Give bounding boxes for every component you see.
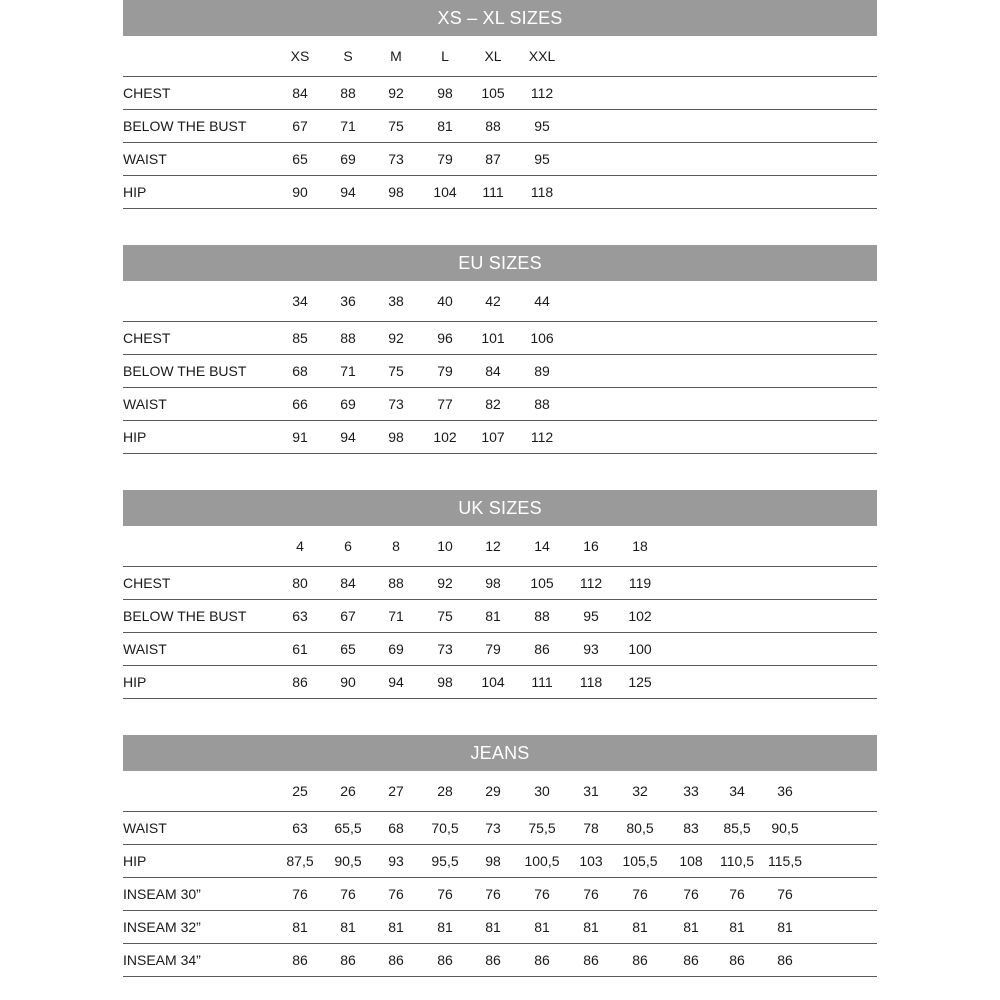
table-cell: 95,5 [431,853,459,869]
table-cell: 88 [340,330,356,346]
table-cell: 81 [340,919,356,935]
table-cell: 90,5 [334,853,362,869]
size-label: 31 [583,783,599,799]
table-cell: 96 [437,330,453,346]
table-row-inseam-32 [123,911,877,944]
table-cell: 86 [777,952,793,968]
table-cell: 111 [482,184,504,200]
table-cell: 77 [437,396,453,412]
size-label: 26 [340,783,356,799]
table-cell: 98 [437,674,453,690]
section-title-eu: EU SIZES [123,245,877,281]
size-header-row [123,36,877,77]
table-cell: 102 [433,429,457,445]
size-table-eu [123,245,877,454]
table-cell: 86 [292,952,308,968]
size-label: 4 [296,538,304,554]
table-cell: 86 [292,674,308,690]
table-cell: 94 [340,429,356,445]
table-cell: 118 [579,674,603,690]
table-cell: 81 [683,919,699,935]
table-cell: 80,5 [626,820,654,836]
table-row-chest [123,77,877,110]
size-label: XXL [528,48,556,64]
table-cell: 89 [534,363,550,379]
table-cell: 103 [579,853,603,869]
table-cell: 88 [534,396,550,412]
table-cell: 75 [437,608,453,624]
table-cell: 92 [388,85,404,101]
table-cell: 61 [292,641,308,657]
row-label: INSEAM 34” [123,952,201,968]
size-label: 30 [534,783,550,799]
table-cell: 88 [340,85,356,101]
row-label: WAIST [123,820,167,836]
table-cell: 76 [292,886,308,902]
table-cell: 80 [292,575,308,591]
table-cell: 104 [433,184,457,200]
size-table-xs-xl [123,0,877,209]
table-cell: 108 [679,853,703,869]
table-cell: 81 [777,919,793,935]
table-cell: 76 [729,886,745,902]
table-row-waist [123,388,877,421]
table-cell: 90,5 [771,820,799,836]
table-cell: 125 [628,674,652,690]
table-cell: 98 [388,429,404,445]
table-cell: 87,5 [286,853,314,869]
table-cell: 88 [388,575,404,591]
table-cell: 76 [340,886,356,902]
row-label: INSEAM 32” [123,919,201,935]
size-label: 40 [437,293,453,309]
table-cell: 63 [292,820,308,836]
size-label: 33 [683,783,699,799]
table-cell: 67 [292,118,308,134]
size-label: L [441,48,449,64]
table-cell: 86 [388,952,404,968]
size-table-jeans [123,735,877,977]
size-label: XS [290,48,310,64]
table-cell: 98 [485,575,501,591]
size-label: XL [484,48,502,64]
table-cell: 119 [628,575,652,591]
size-label: 38 [388,293,404,309]
table-cell: 73 [485,820,501,836]
table-cell: 111 [531,674,553,690]
table-cell: 84 [340,575,356,591]
table-row-waist [123,633,877,666]
table-cell: 98 [485,853,501,869]
table-cell: 88 [534,608,550,624]
table-cell: 87 [485,151,501,167]
table-cell: 71 [388,608,404,624]
section-title-xs-xl: XS – XL SIZES [123,0,877,36]
size-label: 10 [437,538,453,554]
table-cell: 76 [437,886,453,902]
row-label: BELOW THE BUST [123,118,247,134]
table-cell: 81 [388,919,404,935]
table-cell: 81 [729,919,745,935]
table-cell: 68 [388,820,404,836]
table-cell: 81 [485,608,501,624]
row-label: CHEST [123,85,171,101]
section-title-jeans: JEANS [123,735,877,771]
size-label: 8 [392,538,400,554]
table-cell: 93 [388,853,404,869]
size-label: 29 [485,783,501,799]
table-cell: 75,5 [528,820,556,836]
table-cell: 90 [340,674,356,690]
row-label: WAIST [123,396,167,412]
size-header-row [123,526,877,567]
size-label: 42 [485,293,501,309]
table-cell: 81 [437,118,453,134]
row-label: HIP [123,674,147,690]
table-cell: 105,5 [622,853,658,869]
table-cell: 101 [481,330,505,346]
table-cell: 93 [583,641,599,657]
table-cell: 81 [437,919,453,935]
table-cell: 79 [485,641,501,657]
row-label: WAIST [123,151,167,167]
table-cell: 86 [729,952,745,968]
table-row-chest [123,567,877,600]
table-cell: 79 [437,151,453,167]
table-cell: 98 [437,85,453,101]
size-label: M [390,48,402,64]
row-label: CHEST [123,575,171,591]
table-cell: 84 [485,363,501,379]
size-label: 34 [292,293,308,309]
table-cell: 76 [485,886,501,902]
table-cell: 65,5 [334,820,362,836]
table-cell: 105 [530,575,554,591]
row-label: BELOW THE BUST [123,363,247,379]
table-cell: 76 [777,886,793,902]
table-cell: 66 [292,396,308,412]
table-cell: 63 [292,608,308,624]
size-label: 44 [534,293,550,309]
table-row-hip [123,421,877,454]
row-label: WAIST [123,641,167,657]
table-cell: 79 [437,363,453,379]
table-cell: 73 [388,396,404,412]
table-cell: 86 [340,952,356,968]
table-cell: 65 [292,151,308,167]
table-cell: 81 [583,919,599,935]
table-cell: 76 [388,886,404,902]
table-row-inseam-30 [123,878,877,911]
table-cell: 88 [485,118,501,134]
table-row-chest [123,322,877,355]
table-cell: 104 [481,674,505,690]
size-label: 25 [292,783,308,799]
table-cell: 115,5 [768,853,802,869]
table-cell: 102 [628,608,652,624]
size-label: 14 [534,538,550,554]
size-label: 36 [340,293,356,309]
table-cell: 83 [683,820,699,836]
table-row-inseam-34 [123,944,877,977]
size-label: 12 [485,538,501,554]
table-cell: 95 [534,118,550,134]
section-title-uk: UK SIZES [123,490,877,526]
row-label: CHEST [123,330,171,346]
table-cell: 76 [534,886,550,902]
table-cell: 100,5 [524,853,560,869]
table-cell: 71 [340,118,356,134]
table-cell: 95 [583,608,599,624]
table-cell: 86 [683,952,699,968]
table-cell: 85 [292,330,308,346]
table-cell: 82 [485,396,501,412]
table-cell: 91 [292,429,308,445]
size-header-row [123,281,877,322]
table-row-hip [123,176,877,209]
table-cell: 95 [534,151,550,167]
size-table-uk [123,490,877,699]
table-cell: 110,5 [720,853,754,869]
table-cell: 84 [292,85,308,101]
table-cell: 68 [292,363,308,379]
table-cell: 76 [583,886,599,902]
table-cell: 86 [485,952,501,968]
table-row-waist [123,143,877,176]
table-cell: 85,5 [723,820,751,836]
table-row-hip [123,666,877,699]
table-cell: 71 [340,363,356,379]
table-cell: 105 [481,85,505,101]
table-cell: 81 [292,919,308,935]
table-row-below-the-bust [123,110,877,143]
table-cell: 86 [583,952,599,968]
table-cell: 118 [530,184,554,200]
table-cell: 106 [530,330,554,346]
table-cell: 69 [340,396,356,412]
table-cell: 81 [534,919,550,935]
table-cell: 112 [579,575,603,591]
size-label: 18 [632,538,648,554]
size-label: 27 [388,783,404,799]
table-cell: 86 [534,952,550,968]
size-label: 32 [632,783,648,799]
table-cell: 94 [388,674,404,690]
table-cell: 75 [388,118,404,134]
table-cell: 100 [628,641,652,657]
table-cell: 92 [437,575,453,591]
table-row-waist [123,812,877,845]
table-row-below-the-bust [123,355,877,388]
table-cell: 69 [340,151,356,167]
table-cell: 86 [437,952,453,968]
table-cell: 73 [388,151,404,167]
table-cell: 112 [530,429,554,445]
table-cell: 98 [388,184,404,200]
size-label: 16 [583,538,599,554]
row-label: HIP [123,429,147,445]
row-label: INSEAM 30” [123,886,201,902]
table-cell: 107 [481,429,505,445]
row-label: BELOW THE BUST [123,608,247,624]
size-label: S [343,48,353,64]
table-cell: 78 [583,820,599,836]
size-header-row [123,771,877,812]
table-cell: 67 [340,608,356,624]
table-cell: 112 [530,85,554,101]
size-label: 36 [777,783,793,799]
table-cell: 86 [534,641,550,657]
table-cell: 90 [292,184,308,200]
table-cell: 75 [388,363,404,379]
row-label: HIP [123,853,147,869]
table-cell: 69 [388,641,404,657]
table-cell: 73 [437,641,453,657]
table-cell: 65 [340,641,356,657]
table-row-below-the-bust [123,600,877,633]
size-label: 34 [729,783,745,799]
table-cell: 81 [485,919,501,935]
table-cell: 81 [632,919,648,935]
table-cell: 76 [683,886,699,902]
table-cell: 92 [388,330,404,346]
table-cell: 94 [340,184,356,200]
size-label: 28 [437,783,453,799]
table-cell: 76 [632,886,648,902]
table-cell: 70,5 [431,820,459,836]
table-cell: 86 [632,952,648,968]
table-row-hip [123,845,877,878]
row-label: HIP [123,184,147,200]
size-label: 6 [344,538,352,554]
